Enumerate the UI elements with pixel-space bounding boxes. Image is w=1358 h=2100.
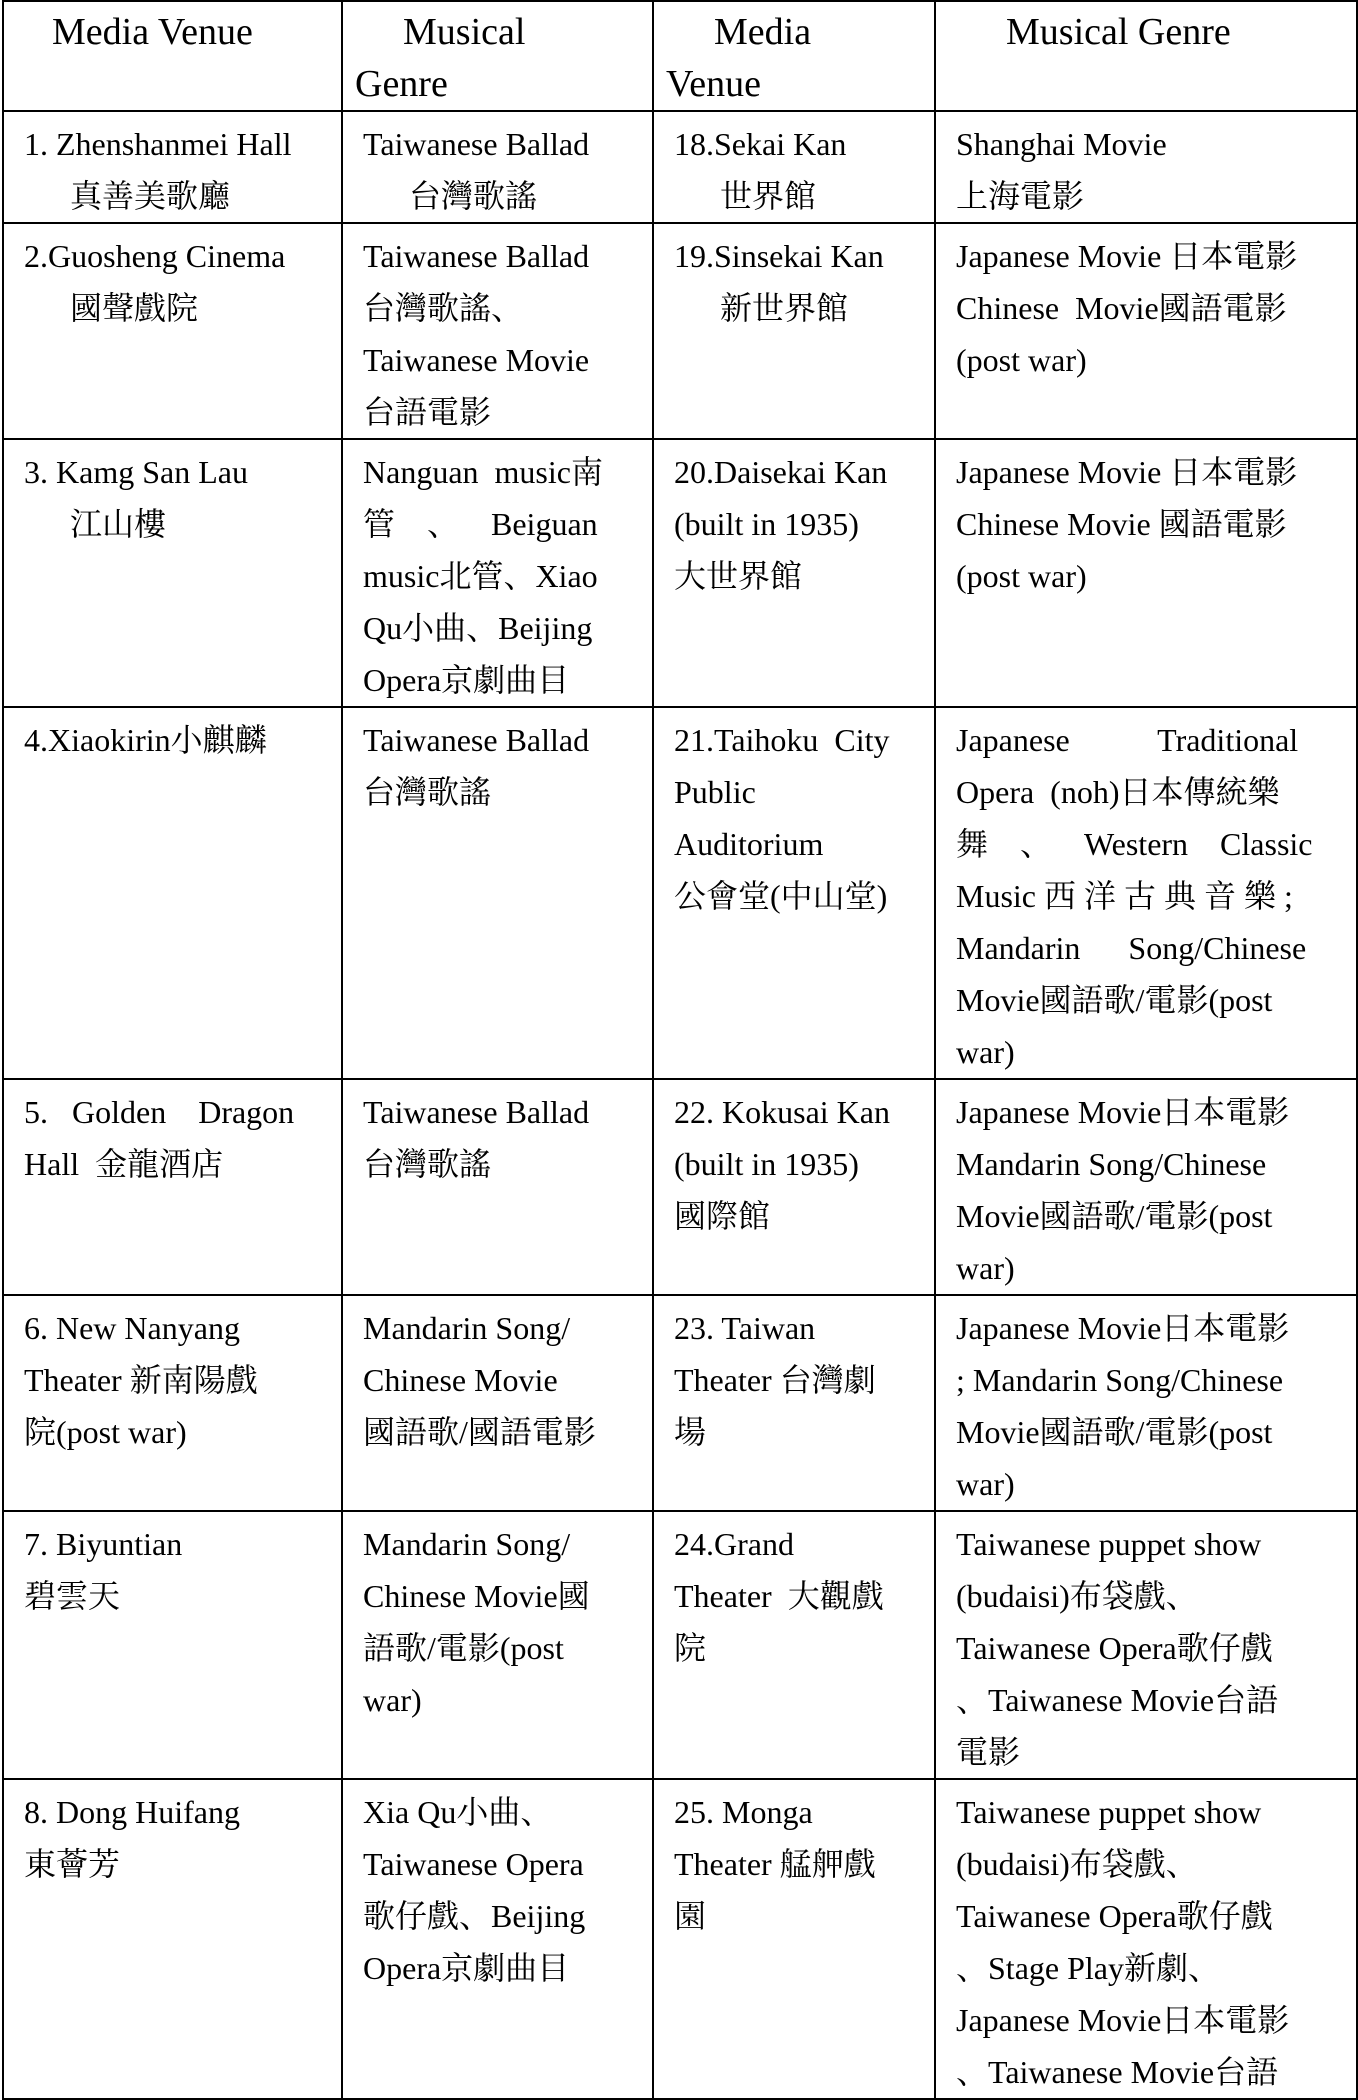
cell-line: Taiwanese Ballad (363, 238, 590, 274)
cell-line: 真善美歌廳 (70, 178, 231, 214)
cell-line: 7. Biyuntian (24, 1526, 183, 1562)
cell-line: 公會堂(中山堂) (674, 878, 888, 914)
cell-line: Auditorium (674, 826, 824, 862)
venue-cell-right (653, 1295, 935, 1511)
genre-cell (342, 1511, 653, 1779)
header-musical-genre (342, 1, 653, 111)
cell-line: 院 (674, 1630, 707, 1666)
cell-line: (post war) (956, 342, 1087, 378)
genre-cell-right (935, 1511, 1357, 1779)
genre-cell (342, 111, 653, 223)
cell-line: Theater 大觀戲 (674, 1578, 884, 1614)
venue-cell-right (653, 1511, 935, 1779)
cell-line: 21.Taihoku City (674, 722, 890, 758)
cell-line: Taiwanese Opera (363, 1846, 584, 1882)
header-musical-genre-2-text: Musical Genre (1006, 11, 1231, 53)
header-media-venue (3, 1, 342, 111)
cell-line: Taiwanese Ballad (363, 722, 590, 758)
cell-line: (budaisi)布袋戲、 (956, 1578, 1198, 1614)
cell-line: 大世界館 (674, 558, 803, 594)
cell-line: 國際館 (674, 1198, 771, 1234)
cell-line: ; Mandarin Song/Chinese (956, 1362, 1284, 1398)
venue-cell (3, 111, 342, 223)
cell-line: 3. Kamg San Lau (24, 454, 248, 490)
genre-cell (342, 223, 653, 439)
genre-cell-right (935, 111, 1357, 223)
cell-line: 4.Xiaokirin小麒麟 (24, 722, 267, 758)
cell-line: Chinese Movie國 (363, 1578, 590, 1614)
cell-line: 台灣歌謠 (363, 774, 492, 810)
venue-cell (3, 707, 342, 1079)
cell-line: 台灣歌謠、 (363, 290, 524, 326)
cell-line: (post war) (956, 558, 1087, 594)
cell-line: Taiwanese Opera歌仔戲 (956, 1898, 1273, 1934)
cell-line: 23. Taiwan (674, 1310, 816, 1346)
cell-line: 台灣歌謠 (363, 1146, 492, 1182)
cell-line: 、Stage Play新劇、 (956, 1950, 1220, 1986)
table-row (3, 1511, 1357, 1779)
cell-line: Japanese Movie日本電影 (956, 1310, 1290, 1346)
venue-cell (3, 1295, 342, 1511)
table-row (3, 1779, 1357, 2099)
cell-line: (built in 1935) (674, 506, 859, 542)
cell-line: Shanghai Movie (956, 126, 1167, 162)
header-media-venue-text: Media Venue (52, 11, 253, 53)
cell-line: Taiwanese Opera歌仔戲 (956, 1630, 1273, 1666)
header-musical-genre-line2: Genre (355, 63, 448, 105)
genre-cell-right (935, 439, 1357, 707)
header-musical-genre-2 (935, 1, 1357, 111)
cell-line: Movie國語歌/電影(post (956, 1414, 1273, 1450)
cell-line: 院(post war) (24, 1414, 187, 1450)
cell-line: Chinese Movie國語電影 (956, 290, 1287, 326)
cell-line: 語歌/電影(post (363, 1630, 564, 1666)
cell-line: 5. Golden Dragon (24, 1094, 295, 1130)
cell-line: Mandarin Song/Chinese (956, 930, 1307, 966)
cell-line: music北管、Xiao (363, 558, 598, 594)
venue-cell-right (653, 223, 935, 439)
cell-line: 2.Guosheng Cinema (24, 238, 286, 274)
cell-line: 東薈芳 (24, 1846, 121, 1882)
cell-line: 國聲戲院 (70, 290, 199, 326)
cell-line: 、Taiwanese Movie台語 (956, 2054, 1279, 2090)
cell-line: war) (363, 1682, 422, 1718)
cell-line: Taiwanese Movie (363, 342, 590, 378)
cell-line: 國語歌/國語電影 (363, 1414, 596, 1450)
cell-line: 場 (674, 1414, 707, 1450)
table-row (3, 111, 1357, 223)
header-musical-genre-line1: Musical (403, 11, 526, 53)
genre-cell-right (935, 223, 1357, 439)
cell-line: 台語電影 (363, 394, 492, 430)
venue-cell (3, 1511, 342, 1779)
cell-line: 世界館 (720, 178, 817, 214)
cell-line: 、Taiwanese Movie台語 (956, 1682, 1279, 1718)
cell-line: war) (956, 1034, 1015, 1070)
genre-cell-right (935, 707, 1357, 1079)
cell-line: 19.Sinsekai Kan (674, 238, 884, 274)
table-body (3, 111, 1357, 2099)
table-row (3, 1295, 1357, 1511)
cell-line: 管 、 Beiguan (363, 506, 598, 542)
cell-line: Theater 新南陽戲 (24, 1362, 258, 1398)
venue-cell (3, 439, 342, 707)
cell-line: Movie國語歌/電影(post (956, 982, 1273, 1018)
header-media-venue-2 (653, 1, 935, 111)
venue-cell-right (653, 1779, 935, 2099)
cell-line: Hall 金龍酒店 (24, 1146, 224, 1182)
cell-line: Opera (noh)日本傳統樂 (956, 774, 1280, 810)
cell-line: 舞 、 Western Classic (956, 826, 1313, 862)
venue-cell-right (653, 439, 935, 707)
cell-line: Movie國語歌/電影(post (956, 1198, 1273, 1234)
venue-cell-right (653, 1079, 935, 1295)
cell-line: Japanese Movie日本電影 (956, 2002, 1290, 2038)
table-row (3, 707, 1357, 1079)
cell-line: 園 (674, 1898, 707, 1934)
header-row (3, 1, 1357, 111)
header-media-venue-2-line1: Media (714, 11, 812, 53)
cell-line: 歌仔戲、Beijing (363, 1898, 586, 1934)
venue-cell-right (653, 111, 935, 223)
cell-line: 江山樓 (70, 506, 167, 542)
cell-line: 8. Dong Huifang (24, 1794, 240, 1830)
cell-line: 18.Sekai Kan (674, 126, 847, 162)
cell-line: 20.Daisekai Kan (674, 454, 888, 490)
genre-cell (342, 1779, 653, 2099)
cell-line: Chinese Movie (363, 1362, 558, 1398)
cell-line: Public (674, 774, 756, 810)
cell-line: Chinese Movie 國語電影 (956, 506, 1287, 542)
cell-line: Qu小曲、Beijing (363, 610, 593, 646)
venue-cell (3, 223, 342, 439)
cell-line: war) (956, 1250, 1015, 1286)
cell-line: Japanese Movie 日本電影 (956, 454, 1298, 490)
venue-cell (3, 1079, 342, 1295)
genre-cell (342, 439, 653, 707)
cell-line: (built in 1935) (674, 1146, 859, 1182)
cell-line: war) (956, 1466, 1015, 1502)
venue-cell-right (653, 707, 935, 1079)
venue-cell (3, 1779, 342, 2099)
cell-line: Taiwanese puppet show (956, 1526, 1262, 1562)
genre-cell (342, 1079, 653, 1295)
cell-line: 碧雲天 (24, 1578, 121, 1614)
cell-line: 1. Zhenshanmei Hall (24, 126, 292, 162)
cell-line: Japanese Traditional (956, 722, 1299, 758)
cell-line: 6. New Nanyang (24, 1310, 240, 1346)
genre-cell-right (935, 1295, 1357, 1511)
cell-line: Nanguan music南 (363, 454, 603, 490)
cell-line: Japanese Movie 日本電影 (956, 238, 1298, 274)
cell-line: 24.Grand (674, 1526, 794, 1562)
cell-line: Japanese Movie日本電影 (956, 1094, 1290, 1130)
cell-line: Xia Qu小曲、 (363, 1794, 553, 1830)
cell-line: Mandarin Song/ (363, 1526, 571, 1562)
table-row (3, 223, 1357, 439)
genre-cell (342, 707, 653, 1079)
cell-line: Opera京劇曲目 (363, 1950, 570, 1986)
venue-genre-table (2, 0, 1358, 2100)
cell-line: Opera京劇曲目 (363, 662, 570, 698)
cell-line: Music 西 洋 古 典 音 樂 ; (956, 878, 1293, 914)
header-media-venue-2-line2: Venue (666, 63, 761, 105)
cell-line: (budaisi)布袋戲、 (956, 1846, 1198, 1882)
cell-line: Mandarin Song/ (363, 1310, 571, 1346)
cell-line: 電影 (956, 1734, 1021, 1770)
cell-line: Taiwanese Ballad (363, 1094, 590, 1130)
table-row (3, 439, 1357, 707)
cell-line: 台灣歌謠 (409, 178, 538, 214)
cell-line: 25. Monga (674, 1794, 813, 1830)
genre-cell (342, 1295, 653, 1511)
cell-line: Theater 艋舺戲 (674, 1846, 876, 1882)
cell-line: Mandarin Song/Chinese (956, 1146, 1267, 1182)
genre-cell-right (935, 1079, 1357, 1295)
genre-cell-right (935, 1779, 1357, 2099)
cell-line: 上海電影 (956, 178, 1085, 214)
cell-line: 新世界館 (720, 290, 849, 326)
cell-line: 22. Kokusai Kan (674, 1094, 890, 1130)
cell-line: Theater 台灣劇 (674, 1362, 876, 1398)
cell-line: Taiwanese Ballad (363, 126, 590, 162)
cell-line: Taiwanese puppet show (956, 1794, 1262, 1830)
table-row (3, 1079, 1357, 1295)
